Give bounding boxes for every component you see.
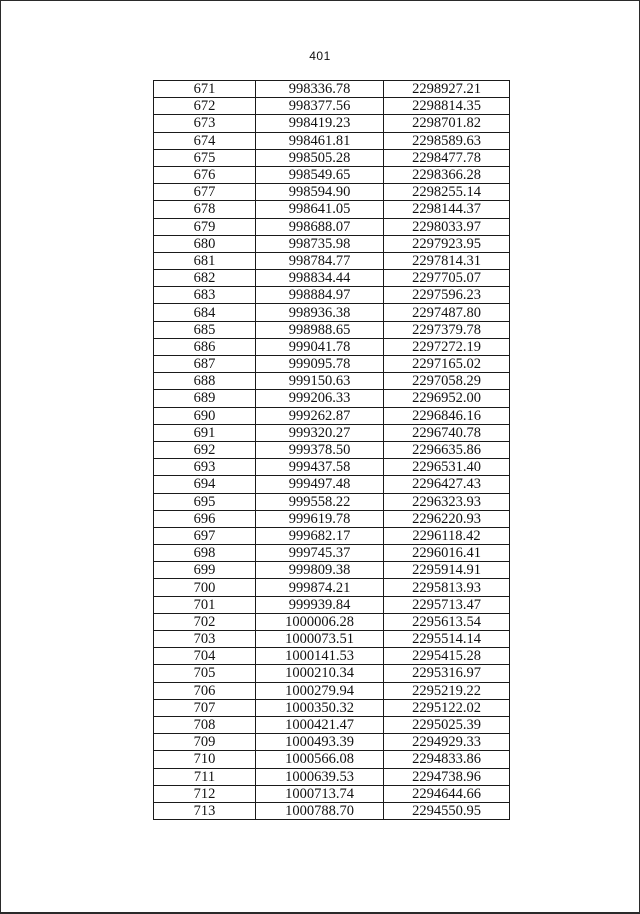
point-number-cell: 676 xyxy=(154,166,256,183)
y-coordinate-cell: 2298366.28 xyxy=(384,166,510,183)
table-row xyxy=(154,115,510,132)
y-coordinate-cell: 2294929.33 xyxy=(384,734,510,751)
x-coordinate-cell: 999558.22 xyxy=(256,493,384,510)
x-coordinate-cell: 1000279.94 xyxy=(256,682,384,699)
x-coordinate-cell: 998936.38 xyxy=(256,304,384,321)
table-row xyxy=(154,579,510,596)
table-row xyxy=(154,81,510,98)
y-coordinate-cell: 2298255.14 xyxy=(384,184,510,201)
point-number-cell: 710 xyxy=(154,751,256,768)
table-row xyxy=(154,613,510,630)
y-coordinate-cell: 2297596.23 xyxy=(384,287,510,304)
y-coordinate-cell: 2297379.78 xyxy=(384,321,510,338)
point-number-cell: 675 xyxy=(154,149,256,166)
table-row xyxy=(154,373,510,390)
y-coordinate-cell: 2298927.21 xyxy=(384,81,510,98)
y-coordinate-cell: 2295122.02 xyxy=(384,699,510,716)
y-coordinate-cell: 2298701.82 xyxy=(384,115,510,132)
y-coordinate-cell: 2296427.43 xyxy=(384,476,510,493)
table-row xyxy=(154,424,510,441)
y-coordinate-cell: 2296635.86 xyxy=(384,441,510,458)
point-number-cell: 702 xyxy=(154,613,256,630)
point-number-cell: 704 xyxy=(154,648,256,665)
x-coordinate-cell: 998377.56 xyxy=(256,98,384,115)
point-number-cell: 711 xyxy=(154,768,256,785)
table-row xyxy=(154,751,510,768)
point-number-cell: 682 xyxy=(154,270,256,287)
point-number-cell: 688 xyxy=(154,373,256,390)
point-number-cell: 673 xyxy=(154,115,256,132)
point-number-cell: 701 xyxy=(154,596,256,613)
x-coordinate-cell: 999320.27 xyxy=(256,424,384,441)
point-number-cell: 687 xyxy=(154,356,256,373)
table-row xyxy=(154,648,510,665)
table-row xyxy=(154,390,510,407)
coordinates-table xyxy=(153,80,510,820)
y-coordinate-cell: 2296740.78 xyxy=(384,424,510,441)
table-row xyxy=(154,166,510,183)
y-coordinate-cell: 2296531.40 xyxy=(384,459,510,476)
x-coordinate-cell: 998336.78 xyxy=(256,81,384,98)
point-number-cell: 695 xyxy=(154,493,256,510)
table-row xyxy=(154,459,510,476)
y-coordinate-cell: 2295613.54 xyxy=(384,613,510,630)
x-coordinate-cell: 1000210.34 xyxy=(256,665,384,682)
x-coordinate-cell: 1000788.70 xyxy=(256,802,384,819)
point-number-cell: 699 xyxy=(154,562,256,579)
x-coordinate-cell: 1000141.53 xyxy=(256,648,384,665)
page-number: 401 xyxy=(309,49,331,63)
x-coordinate-cell: 1000421.47 xyxy=(256,716,384,733)
table-row xyxy=(154,338,510,355)
y-coordinate-cell: 2298033.97 xyxy=(384,218,510,235)
point-number-cell: 690 xyxy=(154,407,256,424)
point-number-cell: 678 xyxy=(154,201,256,218)
point-number-cell: 674 xyxy=(154,132,256,149)
y-coordinate-cell: 2295025.39 xyxy=(384,716,510,733)
table-row xyxy=(154,631,510,648)
x-coordinate-cell: 998688.07 xyxy=(256,218,384,235)
y-coordinate-cell: 2297923.95 xyxy=(384,235,510,252)
x-coordinate-cell: 1000073.51 xyxy=(256,631,384,648)
x-coordinate-cell: 999874.21 xyxy=(256,579,384,596)
table-row xyxy=(154,98,510,115)
table-row xyxy=(154,768,510,785)
y-coordinate-cell: 2295514.14 xyxy=(384,631,510,648)
point-number-cell: 693 xyxy=(154,459,256,476)
point-number-cell: 694 xyxy=(154,476,256,493)
point-number-cell: 683 xyxy=(154,287,256,304)
table-row xyxy=(154,545,510,562)
x-coordinate-cell: 999745.37 xyxy=(256,545,384,562)
point-number-cell: 705 xyxy=(154,665,256,682)
point-number-cell: 706 xyxy=(154,682,256,699)
table-row xyxy=(154,235,510,252)
table-row xyxy=(154,682,510,699)
y-coordinate-cell: 2294644.66 xyxy=(384,785,510,802)
x-coordinate-cell: 999939.84 xyxy=(256,596,384,613)
point-number-cell: 681 xyxy=(154,252,256,269)
point-number-cell: 689 xyxy=(154,390,256,407)
point-number-cell: 703 xyxy=(154,631,256,648)
x-coordinate-cell: 1000713.74 xyxy=(256,785,384,802)
y-coordinate-cell: 2294550.95 xyxy=(384,802,510,819)
x-coordinate-cell: 998884.97 xyxy=(256,287,384,304)
y-coordinate-cell: 2297165.02 xyxy=(384,356,510,373)
table-row xyxy=(154,699,510,716)
y-coordinate-cell: 2294738.96 xyxy=(384,768,510,785)
point-number-cell: 713 xyxy=(154,802,256,819)
y-coordinate-cell: 2295219.22 xyxy=(384,682,510,699)
table-row xyxy=(154,252,510,269)
y-coordinate-cell: 2296220.93 xyxy=(384,510,510,527)
x-coordinate-cell: 1000566.08 xyxy=(256,751,384,768)
y-coordinate-cell: 2298814.35 xyxy=(384,98,510,115)
x-coordinate-cell: 998784.77 xyxy=(256,252,384,269)
x-coordinate-cell: 999262.87 xyxy=(256,407,384,424)
x-coordinate-cell: 998549.65 xyxy=(256,166,384,183)
y-coordinate-cell: 2298477.78 xyxy=(384,149,510,166)
x-coordinate-cell: 1000639.53 xyxy=(256,768,384,785)
y-coordinate-cell: 2297272.19 xyxy=(384,338,510,355)
point-number-cell: 707 xyxy=(154,699,256,716)
table-row xyxy=(154,321,510,338)
y-coordinate-cell: 2295813.93 xyxy=(384,579,510,596)
table-row xyxy=(154,510,510,527)
table-row xyxy=(154,149,510,166)
table-row xyxy=(154,734,510,751)
x-coordinate-cell: 998834.44 xyxy=(256,270,384,287)
point-number-cell: 691 xyxy=(154,424,256,441)
x-coordinate-cell: 999150.63 xyxy=(256,373,384,390)
table-row xyxy=(154,562,510,579)
y-coordinate-cell: 2294833.86 xyxy=(384,751,510,768)
table-row xyxy=(154,527,510,544)
table-row xyxy=(154,802,510,819)
point-number-cell: 680 xyxy=(154,235,256,252)
table-row xyxy=(154,476,510,493)
point-number-cell: 697 xyxy=(154,527,256,544)
point-number-cell: 696 xyxy=(154,510,256,527)
table-row xyxy=(154,184,510,201)
x-coordinate-cell: 998419.23 xyxy=(256,115,384,132)
x-coordinate-cell: 999682.17 xyxy=(256,527,384,544)
point-number-cell: 671 xyxy=(154,81,256,98)
table-row xyxy=(154,665,510,682)
y-coordinate-cell: 2295914.91 xyxy=(384,562,510,579)
x-coordinate-cell: 999497.48 xyxy=(256,476,384,493)
table-row xyxy=(154,407,510,424)
x-coordinate-cell: 1000493.39 xyxy=(256,734,384,751)
y-coordinate-cell: 2297705.07 xyxy=(384,270,510,287)
table-row xyxy=(154,596,510,613)
x-coordinate-cell: 998641.05 xyxy=(256,201,384,218)
point-number-cell: 672 xyxy=(154,98,256,115)
point-number-cell: 709 xyxy=(154,734,256,751)
x-coordinate-cell: 998735.98 xyxy=(256,235,384,252)
table-row xyxy=(154,716,510,733)
y-coordinate-cell: 2297058.29 xyxy=(384,373,510,390)
x-coordinate-cell: 999041.78 xyxy=(256,338,384,355)
x-coordinate-cell: 999095.78 xyxy=(256,356,384,373)
x-coordinate-cell: 999206.33 xyxy=(256,390,384,407)
table-row xyxy=(154,218,510,235)
y-coordinate-cell: 2295713.47 xyxy=(384,596,510,613)
y-coordinate-cell: 2296118.42 xyxy=(384,527,510,544)
x-coordinate-cell: 999809.38 xyxy=(256,562,384,579)
point-number-cell: 677 xyxy=(154,184,256,201)
point-number-cell: 684 xyxy=(154,304,256,321)
x-coordinate-cell: 999437.58 xyxy=(256,459,384,476)
point-number-cell: 686 xyxy=(154,338,256,355)
y-coordinate-cell: 2295415.28 xyxy=(384,648,510,665)
x-coordinate-cell: 998988.65 xyxy=(256,321,384,338)
x-coordinate-cell: 998594.90 xyxy=(256,184,384,201)
table-row xyxy=(154,132,510,149)
y-coordinate-cell: 2296016.41 xyxy=(384,545,510,562)
table-row xyxy=(154,201,510,218)
table-row xyxy=(154,356,510,373)
table-row xyxy=(154,441,510,458)
coordinates-table-body xyxy=(154,81,510,820)
point-number-cell: 700 xyxy=(154,579,256,596)
y-coordinate-cell: 2296846.16 xyxy=(384,407,510,424)
table-row xyxy=(154,493,510,510)
y-coordinate-cell: 2295316.97 xyxy=(384,665,510,682)
table-row xyxy=(154,270,510,287)
table-row xyxy=(154,304,510,321)
x-coordinate-cell: 1000006.28 xyxy=(256,613,384,630)
point-number-cell: 685 xyxy=(154,321,256,338)
y-coordinate-cell: 2297814.31 xyxy=(384,252,510,269)
table-row xyxy=(154,785,510,802)
x-coordinate-cell: 999619.78 xyxy=(256,510,384,527)
table-row xyxy=(154,287,510,304)
point-number-cell: 692 xyxy=(154,441,256,458)
point-number-cell: 679 xyxy=(154,218,256,235)
y-coordinate-cell: 2296323.93 xyxy=(384,493,510,510)
y-coordinate-cell: 2296952.00 xyxy=(384,390,510,407)
y-coordinate-cell: 2297487.80 xyxy=(384,304,510,321)
x-coordinate-cell: 998505.28 xyxy=(256,149,384,166)
x-coordinate-cell: 999378.50 xyxy=(256,441,384,458)
y-coordinate-cell: 2298144.37 xyxy=(384,201,510,218)
x-coordinate-cell: 998461.81 xyxy=(256,132,384,149)
x-coordinate-cell: 1000350.32 xyxy=(256,699,384,716)
point-number-cell: 698 xyxy=(154,545,256,562)
point-number-cell: 708 xyxy=(154,716,256,733)
y-coordinate-cell: 2298589.63 xyxy=(384,132,510,149)
point-number-cell: 712 xyxy=(154,785,256,802)
